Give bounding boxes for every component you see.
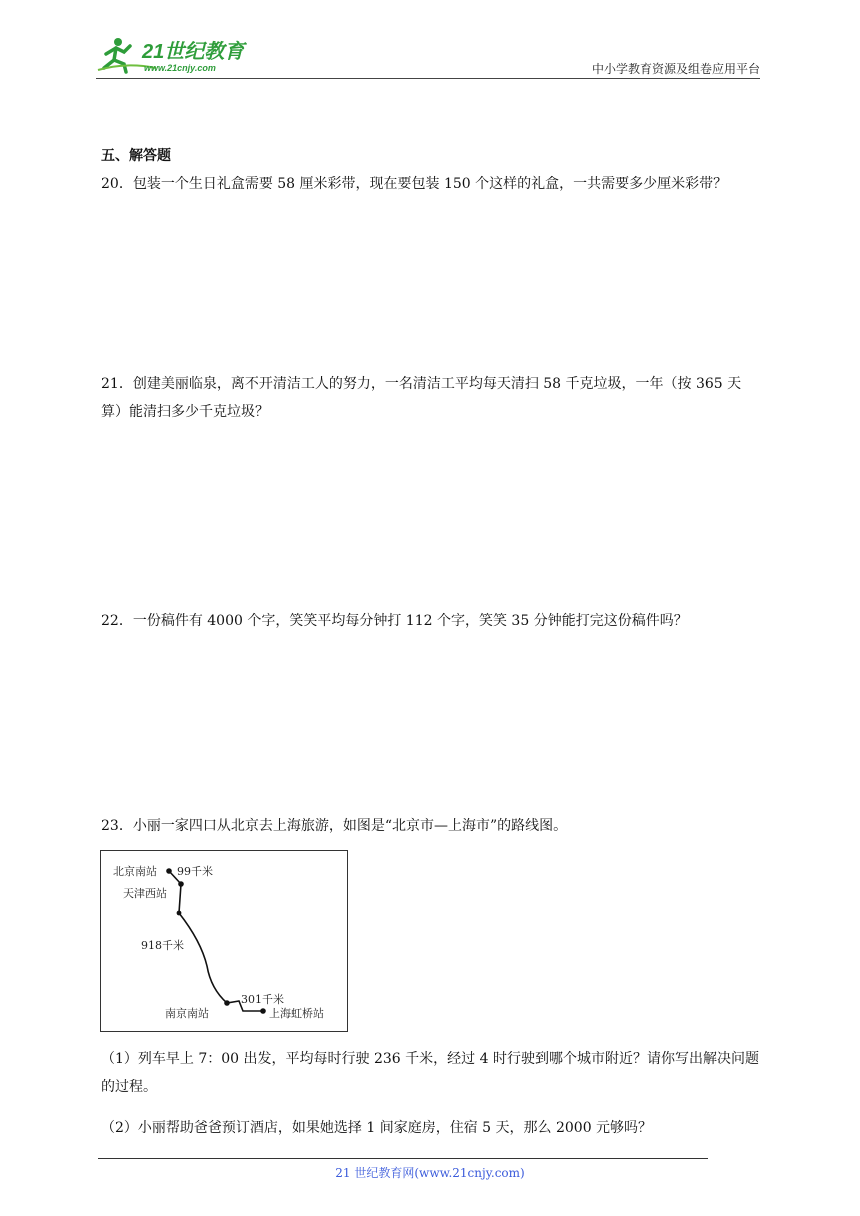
route-dot [177, 911, 182, 916]
question-number: 20． [101, 176, 133, 192]
station-label-shanghai: 上海虹桥站 [269, 1007, 324, 1020]
sub-question-1: （1）列车早上 7：00 出发，平均每时行驶 236 千米，经过 4 时行驶到哪个城市附近？请你写出解决问题的过程。 [101, 1051, 759, 1095]
distance-label-99: 99千米 [177, 865, 213, 878]
sub-question-2: （2）小丽帮助爸爸预订酒店，如果她选择 1 间家庭房，住宿 5 天，那么 2000 元够吗？ [101, 1120, 653, 1136]
route-map [100, 850, 348, 1032]
question-text: 包装一个生日礼盒需要 58 厘米彩带，现在要包装 150 个这样的礼盒，一共需要多少厘米彩带？ [132, 176, 728, 192]
question-number: 23． [101, 818, 133, 834]
question-23 [101, 812, 761, 840]
question-text: 创建美丽临泉，离不开清洁工人的努力，一名清洁工平均每天清扫 58 千克垃圾，一年（按 365 天算）能清扫多少千克垃圾？ [101, 376, 742, 420]
svg-text:21世纪教育: 21世纪教育 [142, 41, 245, 63]
svg-text:www.21cnjy.com: www.21cnjy.com [144, 63, 216, 73]
question-20 [101, 170, 761, 198]
footer-divider [98, 1158, 708, 1159]
section-title: 五、解答题 [101, 148, 171, 164]
question-number: 21． [101, 376, 133, 392]
route-map-diagram [101, 851, 347, 1031]
platform-slogan: 中小学教育资源及组卷应用平台 [591, 62, 760, 76]
question-text: 一份稿件有 4000 个字，笑笑平均每分钟打 112 个字，笑笑 35 分钟能打完这份稿件吗？ [132, 613, 688, 629]
header-divider [96, 78, 760, 79]
station-label-nanjing: 南京南站 [165, 1007, 209, 1020]
site-logo [96, 34, 266, 74]
distance-label-301: 301千米 [241, 993, 284, 1006]
question-21 [101, 370, 761, 426]
station-dot-tianjin [178, 881, 184, 887]
question-number: 22． [101, 613, 133, 629]
distance-label-918: 918千米 [141, 939, 184, 952]
station-dot-beijing [166, 868, 172, 874]
footer-link[interactable]: 21 世纪教育网(www.21cnjy.com) [335, 1166, 525, 1180]
station-label-beijing: 北京南站 [113, 865, 157, 878]
station-dot-nanjing [224, 1000, 230, 1006]
page-header [96, 28, 760, 78]
question-text: 小丽一家四口从北京去上海旅游，如图是“北京市—上海市”的路线图。 [132, 818, 568, 834]
station-label-tianjin: 天津西站 [123, 887, 167, 900]
station-dot-shanghai [260, 1008, 266, 1014]
question-22 [101, 607, 761, 635]
